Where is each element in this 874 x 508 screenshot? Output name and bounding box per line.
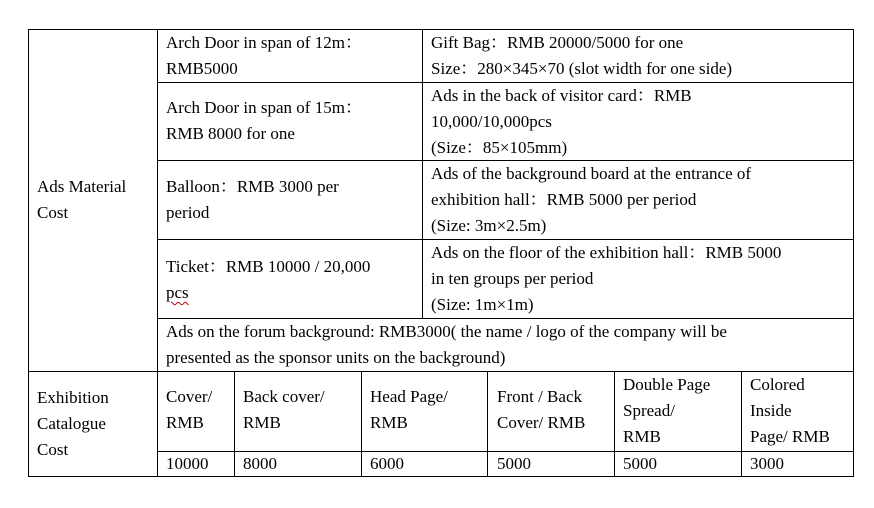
visitor-card-cell: Ads in the back of visitor card：RMB 10,000/10,000pcs (Size：85×105mm) (431, 86, 692, 157)
column-divider (157, 29, 158, 477)
table-border-bottom (28, 476, 854, 477)
background-board-cell: Ads of the background board at the entrance of exhibition hall：RMB 5000 per period (Size: 3m×2.5m) (431, 164, 752, 235)
catalogue-value-colored-inside-page: 3000 (750, 454, 784, 473)
column-divider (741, 371, 742, 477)
catalogue-header-cover: Cover/ RMB (166, 387, 213, 432)
column-divider (234, 371, 235, 477)
arch-door-15m-cell: Arch Door in span of 15m： RMB 8000 for one (166, 98, 362, 143)
catalogue-heading: Exhibition Catalogue Cost (37, 388, 109, 459)
catalogue-value-cover: 10000 (166, 454, 209, 473)
column-divider (422, 29, 423, 319)
catalogue-header-front-back-cover: Front / Back Cover/ RMB (497, 387, 586, 432)
balloon-cell: Balloon：RMB 3000 per period (166, 177, 339, 222)
column-divider (361, 371, 362, 477)
catalogue-header-colored-inside-page: Colored Inside Page/ RMB (750, 375, 830, 446)
catalogue-header-back-cover: Back cover/ RMB (243, 387, 325, 432)
table-border-right (853, 29, 854, 477)
catalogue-value-double-page-spread: 5000 (623, 454, 657, 473)
gift-bag-cell: Gift Bag：RMB 20000/5000 for one Size：280×345×70 (slot width for one side) (431, 33, 733, 78)
catalogue-value-back-cover: 8000 (243, 454, 277, 473)
column-divider (487, 371, 488, 477)
catalogue-header-head-page: Head Page/ RMB (370, 387, 448, 432)
catalogue-header-double-page-spread: Double Page Spread/ RMB (623, 375, 711, 446)
floor-ads-cell: Ads on the floor of the exhibition hall：RMB 5000 in ten groups per period (Size: 1m×1m) (431, 243, 782, 314)
catalogue-value-front-back-cover: 5000 (497, 454, 531, 473)
section-divider (28, 371, 854, 372)
forum-background-cell: Ads on the forum background: RMB3000( the name / logo of the company will be presented as the sponsor units on the background) (166, 322, 727, 367)
ticket-unit: pcs (166, 283, 189, 302)
catalogue-value-head-page: 6000 (370, 454, 404, 473)
table-border-left (28, 29, 29, 477)
arch-door-12m-cell: Arch Door in span of 12m： RMB5000 (166, 33, 362, 78)
ads-material-heading: Ads Material Cost (37, 177, 127, 222)
ticket-cell: Ticket：RMB 10000 / 20,000 pcs (166, 257, 371, 302)
column-divider (614, 371, 615, 477)
